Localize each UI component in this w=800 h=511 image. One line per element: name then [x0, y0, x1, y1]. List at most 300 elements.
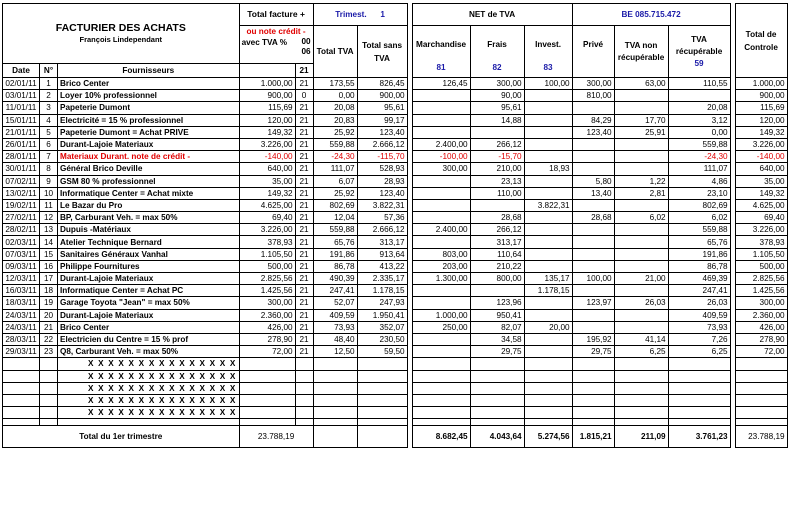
row-prive: [572, 199, 614, 211]
row-total-sans-tva: 247,93: [357, 297, 407, 309]
row-supplier: Electricité = 15 % professionnel: [58, 114, 240, 126]
empty-cell: [239, 358, 295, 370]
row-invest: [524, 102, 572, 114]
row-frais: 950,41: [470, 309, 524, 321]
total-tva-header: Total TVA: [313, 26, 357, 78]
row-number: 2: [40, 90, 58, 102]
row-total-controle: 278,90: [735, 333, 787, 345]
row-total-facture: 300,00: [239, 297, 295, 309]
row-tva-non-recup: 25,91: [614, 126, 668, 138]
row-tva-recup: 6,25: [668, 346, 730, 358]
row-total-sans-tva: 313,17: [357, 236, 407, 248]
row-tva-recup: -24,30: [668, 151, 730, 163]
row-frais: [470, 126, 524, 138]
row-tva-non-recup: [614, 224, 668, 236]
row-tva-recup: 0,00: [668, 126, 730, 138]
row-total-facture: 3.226,00: [239, 138, 295, 150]
empty-cell: [40, 358, 58, 370]
row-total-tva: 0,00: [313, 90, 357, 102]
ledger-row: [3, 285, 788, 297]
row-total-tva: 25,92: [313, 126, 357, 138]
row-total-sans-tva: 57,36: [357, 212, 407, 224]
row-total-facture: 2.825,56: [239, 273, 295, 285]
empty-cell: [412, 382, 470, 394]
row-total-facture: 1.105,50: [239, 248, 295, 260]
row-supplier: Papeterie Dumont: [58, 102, 240, 114]
row-tva-recup: [668, 90, 730, 102]
row-total-facture: 4.625,00: [239, 199, 295, 211]
code-81: 81: [436, 62, 446, 72]
row-supplier: Brico Center: [58, 78, 240, 90]
totals-prive: 1.815,21: [572, 426, 614, 448]
filler-row: [3, 370, 788, 382]
empty-cell: [572, 370, 614, 382]
row-tva-non-recup: 26,03: [614, 297, 668, 309]
row-tva-non-recup: [614, 138, 668, 150]
row-supplier: BP, Carburant Veh. = max 50%: [58, 212, 240, 224]
empty-cell: [40, 382, 58, 394]
row-date: 28/03/11: [3, 333, 40, 345]
row-frais: 110,64: [470, 248, 524, 260]
row-invest: 3.822,31: [524, 199, 572, 211]
code-59: 59: [694, 59, 704, 68]
row-total-tva: 409,59: [313, 309, 357, 321]
row-total-facture: 500,00: [239, 260, 295, 272]
row-number: 21: [40, 321, 58, 333]
row-total-facture: 35,00: [239, 175, 295, 187]
row-prive: [572, 248, 614, 260]
row-frais: 210,00: [470, 163, 524, 175]
row-total-sans-tva: 2.666,12: [357, 224, 407, 236]
column-gap: [730, 26, 735, 64]
marchandise-header: Marchandise 81: [412, 26, 470, 78]
row-tva-recup: 6,02: [668, 212, 730, 224]
row-date: 19/02/11: [3, 199, 40, 211]
row-total-controle: 115,69: [735, 102, 787, 114]
row-tva-non-recup: 6,25: [614, 346, 668, 358]
row-frais: 313,17: [470, 236, 524, 248]
ledger-row: [3, 138, 788, 150]
row-prive: [572, 321, 614, 333]
row-total-tva: 12,50: [313, 346, 357, 358]
row-total-controle: 3.226,00: [735, 224, 787, 236]
row-supplier: Durant-Lajoie Materiaux: [58, 309, 240, 321]
row-tva-rate: 21: [295, 187, 313, 199]
row-tva-non-recup: [614, 102, 668, 114]
row-total-tva: 559,88: [313, 224, 357, 236]
row-tva-recup: 3,12: [668, 114, 730, 126]
empty-cell: [735, 382, 787, 394]
row-date: 27/02/11: [3, 212, 40, 224]
ledger-row: [3, 187, 788, 199]
row-total-facture: 120,00: [239, 114, 295, 126]
empty-cell: [357, 407, 407, 419]
purchase-ledger-table: [2, 3, 788, 448]
row-tva-recup: 247,41: [668, 285, 730, 297]
row-total-controle: 900,00: [735, 90, 787, 102]
row-total-tva: 6,07: [313, 175, 357, 187]
ledger-row: [3, 151, 788, 163]
total-facture-header: Total facture +: [239, 4, 313, 26]
empty-cell: [313, 407, 357, 419]
row-total-controle: 378,93: [735, 236, 787, 248]
total-sans-tva-header: Total sans TVA: [357, 26, 407, 78]
row-total-sans-tva: 230,50: [357, 333, 407, 345]
row-tva-rate: 21: [295, 126, 313, 138]
owner-name: François Lindependant: [79, 34, 163, 44]
row-number: 15: [40, 248, 58, 260]
empty-cell: [572, 394, 614, 406]
row-tva-rate: 21: [295, 285, 313, 297]
ledger-title-cell: [3, 4, 240, 64]
row-total-sans-tva: 95,61: [357, 102, 407, 114]
credit-note-header: [239, 26, 313, 64]
row-date: 02/01/11: [3, 78, 40, 90]
row-invest: [524, 248, 572, 260]
empty-cell: [470, 370, 524, 382]
empty-cell: [412, 358, 470, 370]
row-date: 18/03/11: [3, 297, 40, 309]
row-prive: 195,92: [572, 333, 614, 345]
row-prive: [572, 236, 614, 248]
row-date: 24/03/11: [3, 309, 40, 321]
row-invest: [524, 309, 572, 321]
row-supplier: Papeterie Dumont = Achat PRIVE: [58, 126, 240, 138]
empty-cell: [412, 370, 470, 382]
row-marchandise: 203,00: [412, 260, 470, 272]
row-total-tva: 12,04: [313, 212, 357, 224]
empty-cell: [295, 407, 313, 419]
row-marchandise: [412, 126, 470, 138]
totals-facture: 23.788,19: [239, 426, 313, 448]
empty-cell: [3, 370, 40, 382]
row-total-controle: 500,00: [735, 260, 787, 272]
row-date: 02/03/11: [3, 236, 40, 248]
row-total-sans-tva: 59,50: [357, 346, 407, 358]
row-number: 10: [40, 187, 58, 199]
empty-cell: [524, 382, 572, 394]
ledger-row: [3, 126, 788, 138]
row-total-facture: -140,00: [239, 151, 295, 163]
empty-cell: [239, 407, 295, 419]
row-invest: [524, 260, 572, 272]
row-prive: [572, 260, 614, 272]
row-prive: 100,00: [572, 273, 614, 285]
row-invest: [524, 224, 572, 236]
row-total-sans-tva: 826,45: [357, 78, 407, 90]
row-frais: 110,00: [470, 187, 524, 199]
row-total-sans-tva: 3.822,31: [357, 199, 407, 211]
row-tva-rate: 21: [295, 236, 313, 248]
row-total-facture: 3.226,00: [239, 224, 295, 236]
row-tva-rate: 21: [295, 212, 313, 224]
filler-x-marks: X X X X X X X X X X X X X X X: [58, 407, 240, 419]
row-date: 15/01/11: [3, 114, 40, 126]
row-frais: [470, 285, 524, 297]
row-tva-recup: 65,76: [668, 236, 730, 248]
empty-cell: [614, 358, 668, 370]
row-date: 07/03/11: [3, 248, 40, 260]
filler-row: [3, 394, 788, 406]
row-number: 20: [40, 309, 58, 321]
row-invest: 20,00: [524, 321, 572, 333]
row-total-tva: 65,76: [313, 236, 357, 248]
row-supplier: Sanitaires Généraux Vanhal: [58, 248, 240, 260]
row-total-tva: 20,83: [313, 114, 357, 126]
row-marchandise: [412, 285, 470, 297]
row-total-controle: 149,32: [735, 187, 787, 199]
net-tva-header: NET de TVA: [412, 4, 572, 26]
prive-header: Privé: [572, 26, 614, 78]
row-marchandise: [412, 114, 470, 126]
row-tva-non-recup: 63,00: [614, 78, 668, 90]
row-total-sans-tva: -115,70: [357, 151, 407, 163]
totals-label: Total du 1er trimestre: [3, 426, 240, 448]
row-total-tva: 490,39: [313, 273, 357, 285]
row-marchandise: 300,00: [412, 163, 470, 175]
row-date: 03/01/11: [3, 90, 40, 102]
row-invest: [524, 333, 572, 345]
row-number: 11: [40, 199, 58, 211]
empty-cell: [524, 370, 572, 382]
row-tva-rate: 21: [295, 248, 313, 260]
row-number: 22: [40, 333, 58, 345]
row-prive: 84,29: [572, 114, 614, 126]
row-tva-rate: 21: [295, 297, 313, 309]
row-total-tva: 173,55: [313, 78, 357, 90]
date-header: Date: [3, 64, 40, 78]
row-total-sans-tva: 123,40: [357, 187, 407, 199]
row-total-controle: 4.625,00: [735, 199, 787, 211]
row-date: 24/03/11: [3, 321, 40, 333]
row-prive: 123,40: [572, 126, 614, 138]
row-date: 07/02/11: [3, 175, 40, 187]
row-tva-rate: 21: [295, 321, 313, 333]
row-total-tva: 52,07: [313, 297, 357, 309]
row-invest: 18,93: [524, 163, 572, 175]
row-frais: 28,68: [470, 212, 524, 224]
row-total-controle: 69,40: [735, 212, 787, 224]
row-total-facture: 69,40: [239, 212, 295, 224]
ledger-title: FACTURIER DES ACHATS: [55, 21, 186, 34]
row-frais: 14,88: [470, 114, 524, 126]
row-total-sans-tva: 528,93: [357, 163, 407, 175]
row-total-facture: 378,93: [239, 236, 295, 248]
empty-cell: [735, 394, 787, 406]
row-tva-rate: 21: [295, 102, 313, 114]
totals-frais: 4.043,64: [470, 426, 524, 448]
row-date: 21/01/11: [3, 126, 40, 138]
empty-cell: [470, 382, 524, 394]
row-number: 5: [40, 126, 58, 138]
row-supplier: Atelier Technique Bernard: [58, 236, 240, 248]
row-number: 1: [40, 78, 58, 90]
row-total-tva: 25,92: [313, 187, 357, 199]
row-tva-recup: 23,10: [668, 187, 730, 199]
row-total-sans-tva: 99,17: [357, 114, 407, 126]
row-total-controle: 2.825,56: [735, 273, 787, 285]
row-total-tva: 48,40: [313, 333, 357, 345]
row-total-controle: 300,00: [735, 297, 787, 309]
totals-controle: 23.788,19: [735, 426, 787, 448]
row-frais: 90,00: [470, 90, 524, 102]
empty-cell: [239, 382, 295, 394]
row-total-facture: 149,32: [239, 126, 295, 138]
row-tva-non-recup: [614, 260, 668, 272]
row-invest: [524, 175, 572, 187]
row-tva-recup: 26,03: [668, 297, 730, 309]
row-tva-rate: 21: [295, 333, 313, 345]
row-prive: [572, 285, 614, 297]
spacer-row: [3, 419, 788, 426]
row-prive: 29,75: [572, 346, 614, 358]
ledger-row: [3, 236, 788, 248]
filler-row: [3, 407, 788, 419]
row-tva-non-recup: [614, 151, 668, 163]
row-supplier: Electricien du Centre = 15 % prof: [58, 333, 240, 345]
filler-x-marks: X X X X X X X X X X X X X X X: [58, 370, 240, 382]
row-marchandise: 126,45: [412, 78, 470, 90]
row-tva-recup: 802,69: [668, 199, 730, 211]
row-tva-non-recup: [614, 285, 668, 297]
row-tva-non-recup: [614, 309, 668, 321]
code-82: 82: [492, 62, 502, 72]
row-tva-recup: 469,39: [668, 273, 730, 285]
row-prive: 300,00: [572, 78, 614, 90]
row-supplier: Général Brico Deville: [58, 163, 240, 175]
row-marchandise: [412, 199, 470, 211]
row-number: 23: [40, 346, 58, 358]
filler-x-marks: X X X X X X X X X X X X X X X: [58, 382, 240, 394]
empty-cell: [3, 407, 40, 419]
row-tva-recup: 86,78: [668, 260, 730, 272]
row-tva-rate: 21: [295, 114, 313, 126]
empty-cell: [668, 382, 730, 394]
row-tva-recup: 110,55: [668, 78, 730, 90]
row-tva-rate: 0: [295, 90, 313, 102]
row-supplier: Garage Toyota "Jean" = max 50%: [58, 297, 240, 309]
row-marchandise: [412, 297, 470, 309]
row-total-tva: 20,08: [313, 102, 357, 114]
row-total-controle: 426,00: [735, 321, 787, 333]
totals-tva-recup: 3.761,23: [668, 426, 730, 448]
filler-x-marks: X X X X X X X X X X X X X X X: [58, 358, 240, 370]
row-frais: 95,61: [470, 102, 524, 114]
row-total-tva: 86,78: [313, 260, 357, 272]
row-prive: 810,00: [572, 90, 614, 102]
empty-cell: [614, 394, 668, 406]
fournisseurs-header: Fournisseurs: [58, 64, 240, 78]
ledger-row: [3, 346, 788, 358]
row-total-facture: 115,69: [239, 102, 295, 114]
row-tva-non-recup: [614, 248, 668, 260]
row-supplier: Durant-Lajoie Materiaux: [58, 138, 240, 150]
totals-marchandise: 8.682,45: [412, 426, 470, 448]
empty-cell: [313, 394, 357, 406]
row-marchandise: [412, 175, 470, 187]
tva-recup-header: TVA récupérable 59: [668, 26, 730, 78]
row-total-controle: 1.000,00: [735, 78, 787, 90]
row-prive: [572, 151, 614, 163]
row-total-controle: 640,00: [735, 163, 787, 175]
empty-cell: [735, 407, 787, 419]
row-total-facture: 72,00: [239, 346, 295, 358]
empty-cell: [735, 358, 787, 370]
empty-cell: [524, 394, 572, 406]
row-invest: [524, 297, 572, 309]
empty-cell: [3, 358, 40, 370]
ledger-row: [3, 297, 788, 309]
empty-cell: [357, 426, 407, 448]
avec-tva-label: avec TVA %: [241, 38, 288, 47]
empty-cell: [668, 370, 730, 382]
row-tva-rate: 21: [295, 175, 313, 187]
row-frais: 23,13: [470, 175, 524, 187]
ledger-row: [3, 175, 788, 187]
row-date: 28/02/11: [3, 224, 40, 236]
filler-row: [3, 358, 788, 370]
empty-cell: [735, 370, 787, 382]
empty-cell: [357, 394, 407, 406]
ledger-row: [3, 260, 788, 272]
empty-cell: [668, 407, 730, 419]
row-total-sans-tva: 123,40: [357, 126, 407, 138]
empty-cell: [313, 426, 357, 448]
row-total-facture: 1.000,00: [239, 78, 295, 90]
empty-cell: [313, 370, 357, 382]
row-frais: 300,00: [470, 78, 524, 90]
row-frais: 266,12: [470, 138, 524, 150]
row-tva-non-recup: [614, 163, 668, 175]
purchase-ledger-sheet: [2, 3, 788, 448]
row-invest: [524, 138, 572, 150]
row-frais: -15,70: [470, 151, 524, 163]
row-date: 12/03/11: [3, 273, 40, 285]
row-number: 16: [40, 260, 58, 272]
row-tva-rate: 21: [295, 224, 313, 236]
empty-cell: [412, 394, 470, 406]
row-marchandise: [412, 90, 470, 102]
row-marchandise: 2.400,00: [412, 224, 470, 236]
row-tva-rate: 21: [295, 138, 313, 150]
row-total-facture: 1.425,56: [239, 285, 295, 297]
empty-cell: [40, 407, 58, 419]
row-tva-rate: 21: [295, 199, 313, 211]
row-total-tva: 73,93: [313, 321, 357, 333]
row-marchandise: 2.400,00: [412, 138, 470, 150]
ledger-row: [3, 333, 788, 345]
row-prive: [572, 102, 614, 114]
row-frais: [470, 199, 524, 211]
empty-cell: [524, 407, 572, 419]
tva-rates: 00 06: [301, 37, 311, 56]
row-number: 17: [40, 273, 58, 285]
column-gap: [407, 64, 412, 78]
row-prive: 123,97: [572, 297, 614, 309]
row-total-facture: 2.360,00: [239, 309, 295, 321]
row-total-controle: 1.105,50: [735, 248, 787, 260]
ledger-row: [3, 248, 788, 260]
row-total-facture: 640,00: [239, 163, 295, 175]
total-controle-header: Total de Controle: [735, 4, 787, 78]
row-frais: 34,58: [470, 333, 524, 345]
empty-cell: [572, 382, 614, 394]
row-total-tva: -24,30: [313, 151, 357, 163]
row-total-sans-tva: 413,22: [357, 260, 407, 272]
row-frais: 82,07: [470, 321, 524, 333]
row-date: 09/03/11: [3, 260, 40, 272]
ledger-row: [3, 321, 788, 333]
